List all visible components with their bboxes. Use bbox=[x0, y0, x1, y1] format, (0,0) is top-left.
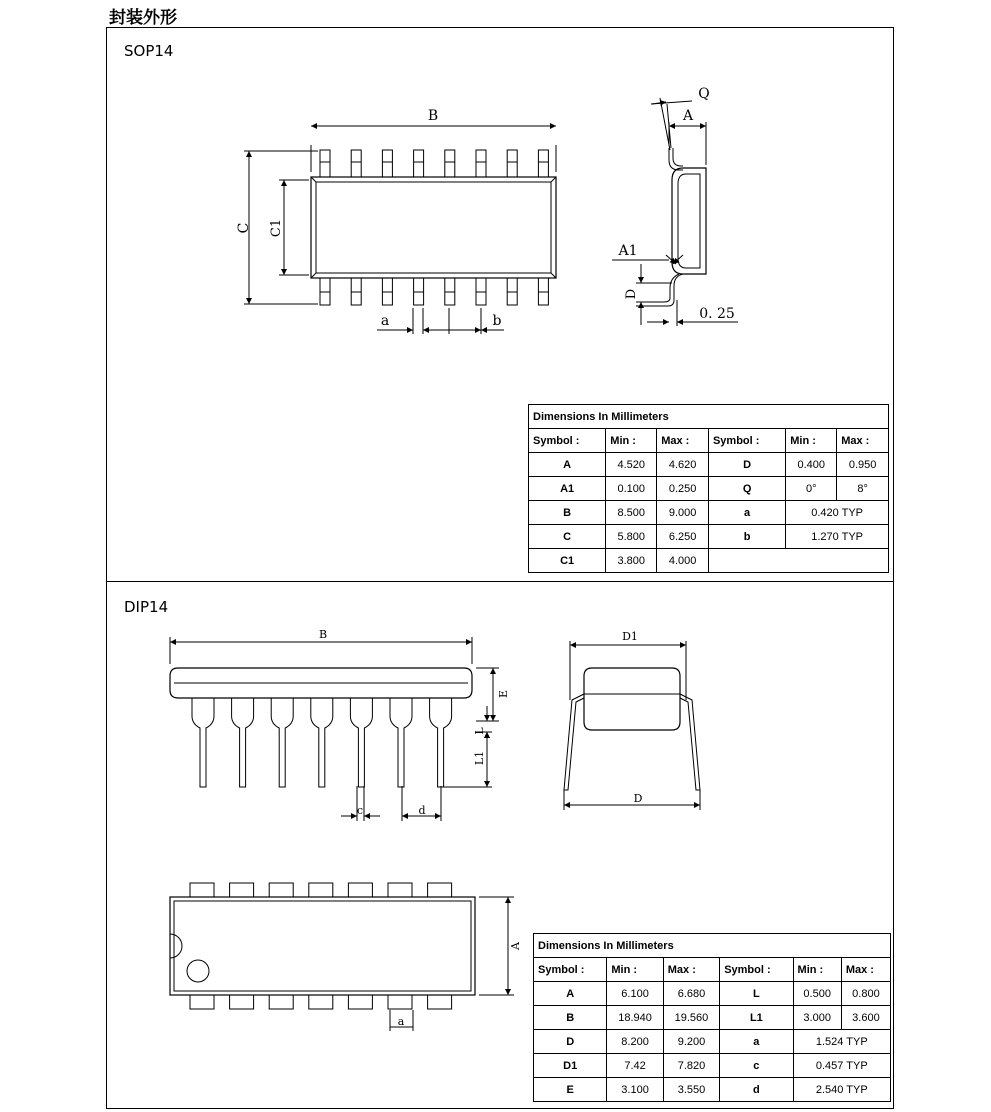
sop14-pin bbox=[351, 278, 361, 305]
min-cell: 18.940 bbox=[607, 1006, 663, 1030]
page-title: 封装外形 bbox=[109, 8, 177, 28]
table-row bbox=[529, 525, 889, 549]
dip14-label-b: B bbox=[318, 628, 328, 641]
table-caption: Dimensions In Millimeters bbox=[529, 405, 889, 429]
symbol-cell: c bbox=[720, 1054, 793, 1078]
typ-cell: 2.540 TYP bbox=[793, 1078, 890, 1102]
sop14-pin bbox=[320, 150, 330, 177]
symbol-cell: C bbox=[529, 525, 606, 549]
dip14-label-a-upper: A bbox=[509, 942, 522, 950]
table-header-row bbox=[529, 429, 889, 453]
table-row bbox=[529, 501, 889, 525]
symbol-cell: D1 bbox=[534, 1054, 607, 1078]
table-row bbox=[534, 1030, 891, 1054]
dip14-pad bbox=[190, 995, 214, 1009]
sop14-label-c1: C1 bbox=[269, 218, 284, 238]
sop14-pin bbox=[445, 150, 455, 177]
sop14-label-d: D bbox=[624, 288, 639, 300]
symbol-cell: d bbox=[720, 1078, 793, 1102]
header-cell: Max : bbox=[663, 958, 719, 982]
dip14-pad bbox=[428, 995, 452, 1009]
dip14-leg bbox=[232, 698, 254, 787]
header-cell: Symbol : bbox=[708, 429, 785, 453]
sop14-label-a-upper: A bbox=[682, 108, 694, 124]
header-cell: Max : bbox=[841, 958, 890, 982]
symbol-cell: A1 bbox=[529, 477, 606, 501]
sop14-label-q: Q bbox=[698, 86, 710, 102]
dip14-pad bbox=[388, 883, 412, 897]
header-cell: Min : bbox=[607, 958, 663, 982]
sop14-pin bbox=[476, 278, 486, 305]
dip14-dimensions-table bbox=[533, 933, 891, 1102]
dip14-leg bbox=[271, 698, 293, 787]
max-cell: 0.250 bbox=[657, 477, 709, 501]
min-cell: 3.800 bbox=[606, 549, 657, 573]
header-cell: Symbol : bbox=[529, 429, 606, 453]
sop14-pin bbox=[320, 278, 330, 305]
typ-cell: 1.270 TYP bbox=[786, 525, 889, 549]
sop14-pin bbox=[507, 278, 517, 305]
dip14-leg bbox=[390, 698, 412, 787]
max-cell: 9.000 bbox=[657, 501, 709, 525]
dip14-label-c: c bbox=[356, 804, 364, 817]
max-cell: 0.800 bbox=[841, 982, 890, 1006]
typ-cell: 0.457 TYP bbox=[793, 1054, 890, 1078]
symbol-cell: L bbox=[720, 982, 793, 1006]
sop14-pin bbox=[414, 278, 424, 305]
table-row bbox=[529, 549, 889, 573]
sop14-pin bbox=[476, 150, 486, 177]
header-cell: Symbol : bbox=[534, 958, 607, 982]
sop14-pin bbox=[351, 150, 361, 177]
empty-cell bbox=[708, 549, 888, 573]
header-cell: Max : bbox=[657, 429, 709, 453]
dip14-pad bbox=[230, 995, 254, 1009]
max-cell: 9.200 bbox=[663, 1030, 719, 1054]
dip14-label-e: E bbox=[497, 689, 510, 699]
min-cell: 0.500 bbox=[793, 982, 841, 1006]
sop14-label-lead: 0. 25 bbox=[699, 306, 735, 322]
table-row bbox=[529, 453, 889, 477]
symbol-cell: B bbox=[529, 501, 606, 525]
min-cell: 0.400 bbox=[786, 453, 837, 477]
sop14-dimensions-table bbox=[528, 404, 889, 573]
sop14-label-b: B bbox=[427, 108, 439, 124]
symbol-cell: E bbox=[534, 1078, 607, 1102]
table-row bbox=[534, 1078, 891, 1102]
header-cell: Symbol : bbox=[720, 958, 793, 982]
symbol-cell: a bbox=[720, 1030, 793, 1054]
min-cell: 6.100 bbox=[607, 982, 663, 1006]
min-cell: 7.42 bbox=[607, 1054, 663, 1078]
symbol-cell: B bbox=[534, 1006, 607, 1030]
dip14-top-view bbox=[170, 883, 514, 1031]
symbol-cell: D bbox=[534, 1030, 607, 1054]
max-cell: 4.620 bbox=[657, 453, 709, 477]
dip14-leg bbox=[192, 698, 214, 787]
dip14-leg bbox=[311, 698, 333, 787]
dip14-leg bbox=[350, 698, 372, 787]
typ-cell: 1.524 TYP bbox=[793, 1030, 890, 1054]
dip14-title: DIP14 bbox=[124, 598, 169, 616]
dip14-pad bbox=[309, 995, 333, 1009]
table-header-row bbox=[534, 958, 891, 982]
header-cell: Max : bbox=[837, 429, 889, 453]
sop14-label-a1: A1 bbox=[618, 243, 638, 259]
max-cell: 6.250 bbox=[657, 525, 709, 549]
dip14-pad bbox=[269, 883, 293, 897]
table-row bbox=[534, 982, 891, 1006]
min-cell: 4.520 bbox=[606, 453, 657, 477]
sop14-pin bbox=[414, 150, 424, 177]
typ-cell: 0.420 TYP bbox=[786, 501, 889, 525]
sop14-pin bbox=[445, 278, 455, 305]
dip14-pad bbox=[388, 995, 412, 1009]
min-cell: 3.100 bbox=[607, 1078, 663, 1102]
min-cell: 8.500 bbox=[606, 501, 657, 525]
max-cell: 3.600 bbox=[841, 1006, 890, 1030]
header-cell: Min : bbox=[793, 958, 841, 982]
dip14-pad bbox=[230, 883, 254, 897]
sop14-title: SOP14 bbox=[124, 42, 174, 60]
dip14-end-view bbox=[564, 641, 700, 810]
sop14-pin bbox=[382, 278, 392, 305]
max-cell: 19.560 bbox=[663, 1006, 719, 1030]
min-cell: 5.800 bbox=[606, 525, 657, 549]
dip14-pad bbox=[348, 995, 372, 1009]
symbol-cell: D bbox=[708, 453, 785, 477]
min-cell: 0.100 bbox=[606, 477, 657, 501]
symbol-cell: C1 bbox=[529, 549, 606, 573]
max-cell: 3.550 bbox=[663, 1078, 719, 1102]
table-caption: Dimensions In Millimeters bbox=[534, 934, 891, 958]
dip14-label-l: L bbox=[473, 727, 486, 735]
sop14-pin bbox=[538, 150, 548, 177]
dip14-label-d-upper: D bbox=[633, 792, 643, 805]
dip14-pad bbox=[428, 883, 452, 897]
symbol-cell: b bbox=[708, 525, 785, 549]
header-cell: Min : bbox=[606, 429, 657, 453]
dip14-label-l1: L1 bbox=[473, 750, 486, 766]
symbol-cell: Q bbox=[708, 477, 785, 501]
max-cell: 0.950 bbox=[837, 453, 889, 477]
symbol-cell: A bbox=[529, 453, 606, 477]
table-row bbox=[529, 477, 889, 501]
sop14-pin bbox=[382, 150, 392, 177]
table-row bbox=[534, 1054, 891, 1078]
sop14-top-view bbox=[244, 126, 556, 334]
sop14-pin bbox=[538, 278, 548, 305]
sop14-pin bbox=[507, 150, 517, 177]
dip14-label-a: a bbox=[397, 1015, 405, 1028]
dip14-label-d: d bbox=[418, 804, 426, 817]
symbol-cell: a bbox=[708, 501, 785, 525]
sop14-label-a: a bbox=[380, 313, 390, 329]
dip14-leg bbox=[430, 698, 452, 787]
dip14-pad bbox=[348, 883, 372, 897]
header-cell: Min : bbox=[786, 429, 837, 453]
min-cell: 3.000 bbox=[793, 1006, 841, 1030]
max-cell: 4.000 bbox=[657, 549, 709, 573]
min-cell: 8.200 bbox=[607, 1030, 663, 1054]
dip14-side-view bbox=[170, 637, 499, 821]
dip14-pad bbox=[190, 883, 214, 897]
min-cell: 0° bbox=[786, 477, 837, 501]
max-cell: 7.820 bbox=[663, 1054, 719, 1078]
symbol-cell: L1 bbox=[720, 1006, 793, 1030]
table-row bbox=[534, 1006, 891, 1030]
max-cell: 6.680 bbox=[663, 982, 719, 1006]
dip14-pad bbox=[269, 995, 293, 1009]
sop14-label-c: C bbox=[236, 222, 252, 234]
symbol-cell: A bbox=[534, 982, 607, 1006]
sop14-label-b-small: b bbox=[492, 313, 502, 329]
dip14-pad bbox=[309, 883, 333, 897]
dip14-label-d1: D1 bbox=[622, 630, 638, 643]
max-cell: 8° bbox=[837, 477, 889, 501]
